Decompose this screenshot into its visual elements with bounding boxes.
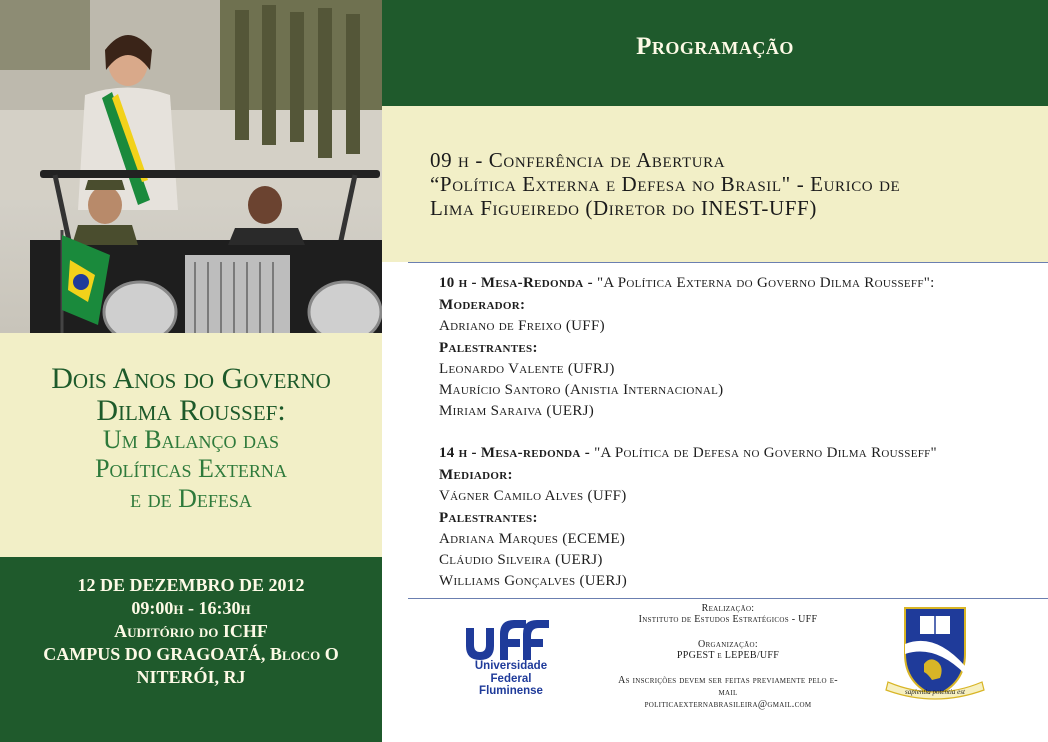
program-title: Programação	[636, 33, 794, 60]
session2-role-speakers: Palestrantes:	[439, 510, 538, 526]
event-title-panel	[0, 333, 382, 557]
event-subtitle-line2: Políticas Externa	[95, 454, 287, 483]
opening-line3: Lima Figueiredo (Diretor do INEST-UFF)	[430, 196, 817, 220]
event-title-line2: Dilma Roussef:	[96, 394, 286, 427]
event-campus: CAMPUS DO GRAGOATÁ, Bloco O	[43, 644, 339, 664]
session1-heading	[439, 275, 935, 292]
crest-motto: sapientia potentia est	[905, 688, 965, 696]
opening-line1: 09 h - Conferência de Abertura	[430, 148, 726, 172]
uff-name-line2: Federal	[490, 672, 532, 685]
left-column	[0, 0, 382, 742]
session2-mediator: Vágner Camilo Alves (UFF)	[439, 488, 627, 504]
event-photo	[0, 0, 382, 333]
divider	[408, 598, 1048, 599]
organizacao-value: PPGEST e LEPEB/UFF	[676, 650, 780, 661]
inscricoes-line2: mail	[718, 687, 738, 698]
session2-speaker: Williams Gonçalves (UERJ)	[439, 573, 628, 589]
inscricoes-line1: As inscrições devem ser feitas previamente pelo e-	[618, 675, 838, 686]
session1-role-moderator: Moderador:	[439, 297, 526, 313]
session2-role-mediator: Mediador:	[439, 467, 513, 483]
session1-time: 10 h - Mesa-Redonda -	[439, 275, 597, 291]
session2-topic: "A Política de Defesa no Governo Dilma Rousseff"	[594, 445, 937, 461]
divider	[408, 262, 1048, 263]
event-info-panel	[0, 557, 382, 742]
uff-name-line3: Fluminense	[479, 685, 543, 697]
session1-speaker: Leonardo Valente (UFRJ)	[439, 361, 615, 377]
event-city: NITERÓI, RJ	[136, 667, 246, 687]
opening-line2: “Política Externa e Defesa no Brasil" - Eurico de	[430, 172, 901, 196]
contact-email[interactable]: politicaexternabrasileira@gmail.com	[644, 699, 812, 710]
uff-name	[466, 660, 556, 698]
realizacao-label: Realização:	[701, 603, 755, 614]
session2-speaker: Cláudio Silveira (UERJ)	[439, 552, 603, 568]
event-venue: Auditório do ICHF	[114, 621, 268, 641]
event-title-line1: Dois Anos do Governo	[51, 362, 331, 395]
session1-speaker: Maurício Santoro (Anistia Internacional)	[439, 382, 724, 398]
session2-heading	[439, 445, 937, 462]
uff-name-line1: Universidade	[474, 660, 548, 672]
realizacao-value: Instituto de Estudos Estratégicos - UFF	[638, 614, 818, 625]
session1-topic: "A Política Externa do Governo Dilma Rousseff":	[596, 275, 935, 291]
session1-speaker: Miriam Saraiva (UERJ)	[439, 403, 595, 419]
program-header	[382, 0, 1048, 106]
session2-speaker: Adriana Marques (ECEME)	[439, 531, 626, 547]
event-time: 09:00h - 16:30h	[131, 598, 251, 618]
event-subtitle-line1: Um Balanço das	[102, 425, 280, 454]
event-date: 12 DE DEZEMBRO DE 2012	[77, 575, 305, 595]
session1-moderator: Adriano de Freixo (UFF)	[439, 318, 605, 334]
inest-crest	[880, 604, 990, 704]
session2-time: 14 h - Mesa-redonda -	[439, 445, 595, 461]
event-subtitle-line3: e de Defesa	[130, 484, 252, 513]
session1-role-speakers: Palestrantes:	[439, 340, 538, 356]
opening-conference	[382, 106, 1048, 262]
organizacao-label: Organização:	[698, 639, 758, 650]
